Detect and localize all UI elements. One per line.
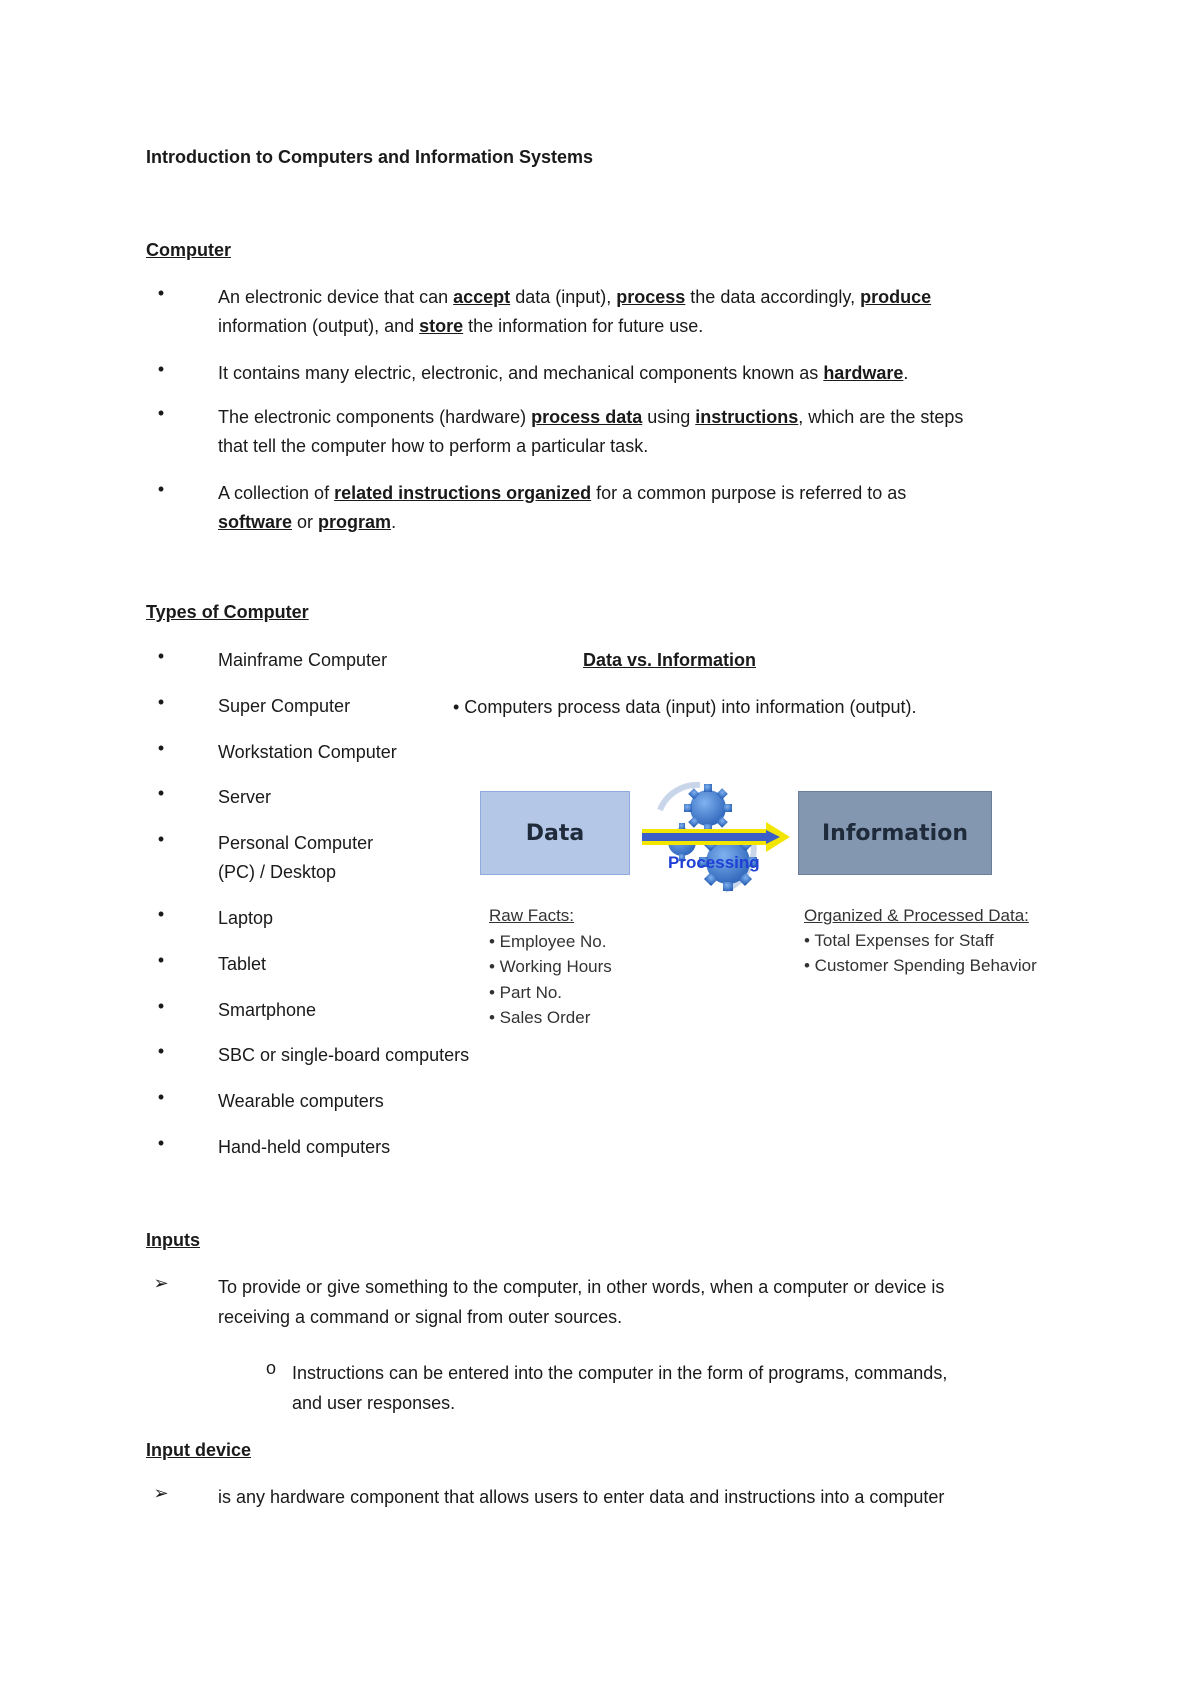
processing-gears-icon bbox=[630, 780, 795, 900]
bullet-dot: • bbox=[157, 1041, 165, 1061]
computer-bullet-4-line2: software or program. bbox=[218, 512, 397, 532]
organized-data-item: • Customer Spending Behavior bbox=[804, 956, 1037, 975]
computer-bullets bbox=[146, 283, 1096, 543]
organized-data-heading: Organized & Processed Data: bbox=[804, 906, 1029, 925]
types-item: Wearable computers bbox=[218, 1091, 384, 1111]
bullet-dot: • bbox=[157, 403, 165, 423]
bullet-dot: • bbox=[157, 996, 165, 1016]
inputs-point-line2: receiving a command or signal from outer sources. bbox=[218, 1307, 623, 1327]
types-heading: Types of Computer bbox=[146, 602, 309, 622]
types-item: Server bbox=[218, 787, 272, 807]
raw-facts-heading: Raw Facts: bbox=[489, 906, 575, 925]
computer-heading: Computer bbox=[146, 240, 231, 260]
input-device-point: is any hardware component that allows users to enter data and instructions into a computer bbox=[218, 1487, 945, 1507]
types-item: Hand-held computers bbox=[218, 1137, 391, 1157]
diagram-heading: Data vs. Information bbox=[583, 650, 757, 670]
bullet-dot: • bbox=[157, 479, 165, 499]
diagram-subtitle: • Computers process data (input) into information (output). bbox=[453, 697, 917, 717]
types-item: Personal Computer bbox=[218, 833, 374, 853]
raw-fact-item: • Employee No. bbox=[489, 932, 607, 951]
page-title: Introduction to Computers and Information Systems bbox=[146, 147, 594, 167]
bullet-dot: • bbox=[157, 950, 165, 970]
types-item: Laptop bbox=[218, 908, 274, 928]
bullet-dot: • bbox=[157, 283, 165, 303]
inputs-sub-line2: and user responses. bbox=[292, 1393, 456, 1413]
bullet-dot: • bbox=[157, 1087, 165, 1107]
bullet-dot: • bbox=[157, 692, 165, 712]
computer-bullet-2: It contains many electric, electronic, and mechanical components known as hardware. bbox=[218, 363, 909, 383]
inputs-point-line1: To provide or give something to the computer, in other words, when a computer or device is bbox=[218, 1277, 945, 1297]
types-item: SBC or single-board computers bbox=[218, 1045, 470, 1065]
raw-fact-item: • Working Hours bbox=[489, 957, 612, 976]
computer-bullet-3-line1: The electronic components (hardware) process data using instructions, which are the steps bbox=[218, 407, 964, 427]
types-item: Mainframe Computer bbox=[218, 650, 388, 670]
arrow-bullet-icon: ➢ bbox=[153, 1273, 169, 1293]
inputs-sub-line1: Instructions can be entered into the computer in the form of programs, commands, bbox=[292, 1363, 948, 1383]
bullet-dot: • bbox=[157, 646, 165, 666]
bullet-dot: • bbox=[157, 1133, 165, 1153]
sub-bullet-icon: o bbox=[265, 1358, 276, 1378]
types-item: Super Computer bbox=[218, 696, 351, 716]
computer-bullet-1-line1: An electronic device that can accept data (input), process the data accordingly, produce bbox=[218, 287, 932, 307]
types-item: Smartphone bbox=[218, 1000, 317, 1020]
bullet-dot: • bbox=[157, 829, 165, 849]
bullet-dot: • bbox=[157, 738, 165, 758]
types-item: Workstation Computer bbox=[218, 742, 397, 762]
input-device-heading: Input device bbox=[146, 1440, 252, 1460]
processing-label: Processing bbox=[668, 853, 760, 872]
computer-bullet-4-line1: A collection of related instructions organized for a common purpose is referred to as bbox=[218, 483, 907, 503]
bullet-dot: • bbox=[157, 904, 165, 924]
input-device-block bbox=[146, 1483, 1096, 1515]
bullet-dot: • bbox=[157, 359, 165, 379]
inputs-block bbox=[146, 1273, 1096, 1413]
data-box: Data bbox=[480, 791, 630, 875]
raw-fact-item: • Part No. bbox=[489, 983, 563, 1002]
inputs-heading: Inputs bbox=[146, 1230, 200, 1250]
bullet-dot: • bbox=[157, 783, 165, 803]
computer-bullet-1-line2: information (output), and store the information for future use. bbox=[218, 316, 704, 336]
types-item-continuation: (PC) / Desktop bbox=[218, 862, 337, 882]
organized-data-item: • Total Expenses for Staff bbox=[804, 931, 994, 950]
types-item: Tablet bbox=[218, 954, 267, 974]
information-box: Information bbox=[798, 791, 992, 875]
arrow-bullet-icon: ➢ bbox=[153, 1483, 169, 1503]
computer-bullet-3-line2: that tell the computer how to perform a particular task. bbox=[218, 436, 649, 456]
raw-fact-item: • Sales Order bbox=[489, 1008, 591, 1027]
